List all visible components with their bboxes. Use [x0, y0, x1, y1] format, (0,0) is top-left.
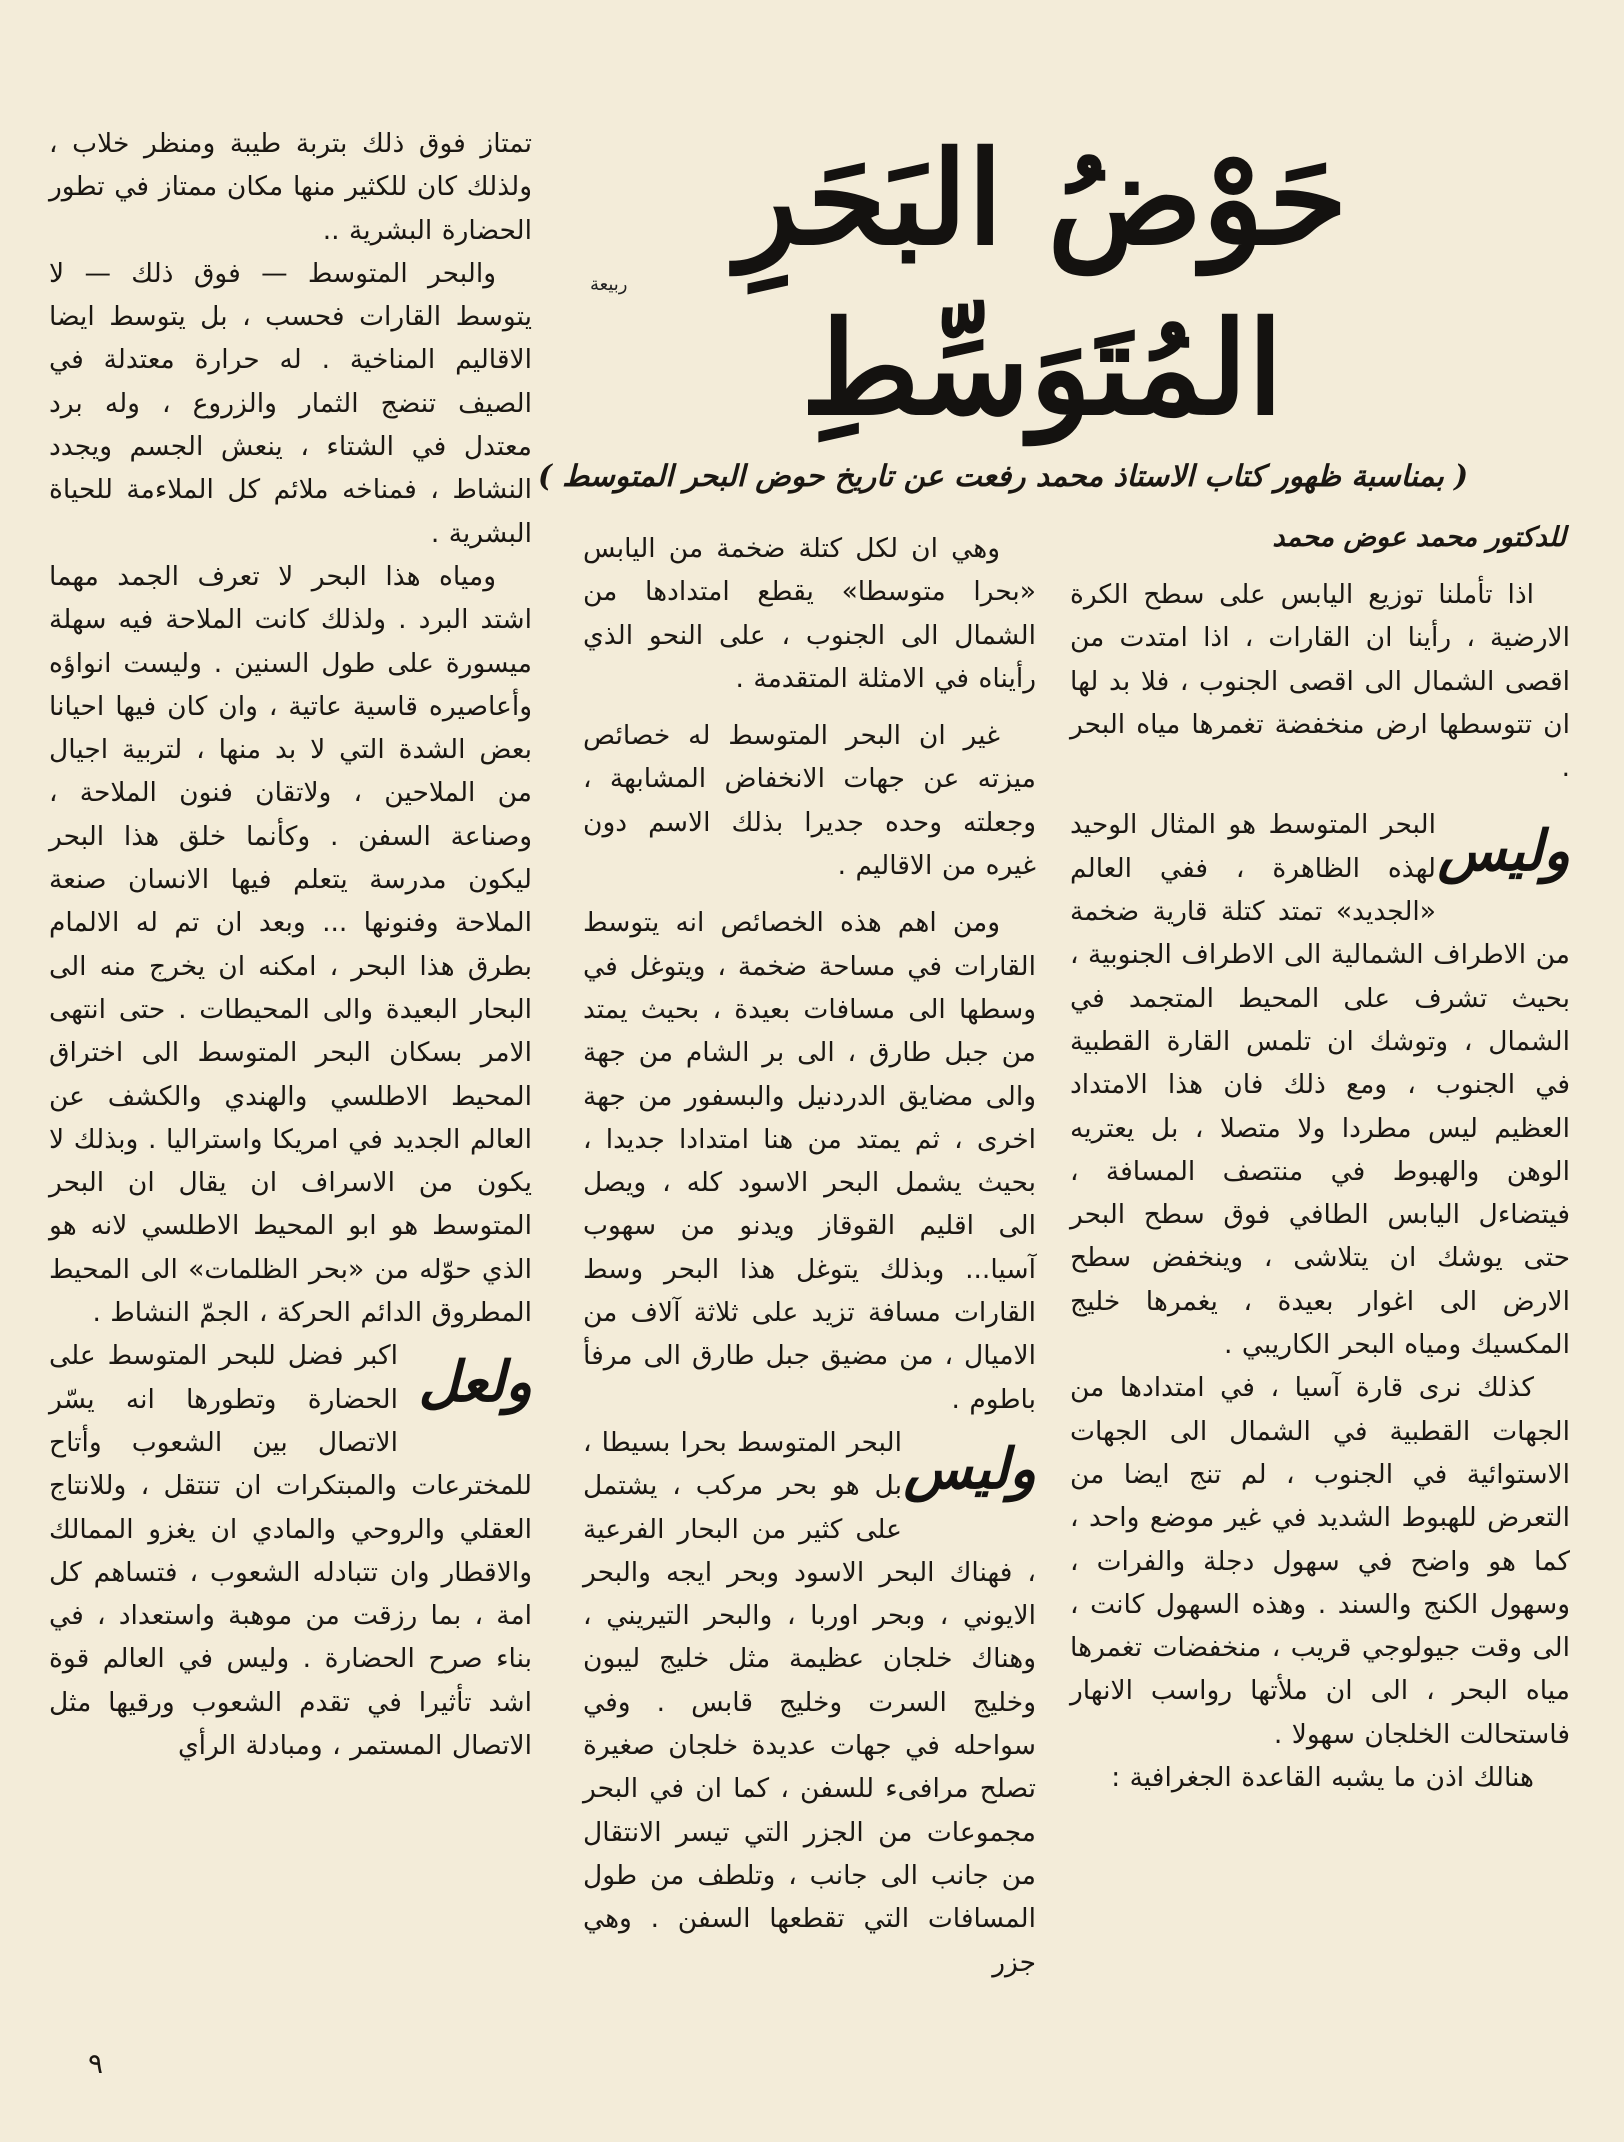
column-left — [49, 122, 532, 1767]
article-subtitle: ( بمناسبة ظهور كتاب الاستاذ محمد رفعت عن تاريخ حوض البحر المتوسط ) — [537, 458, 1469, 493]
paragraph-text: البحر المتوسط هو المثال الوحيد لهذه الظاهرة ، ففي العالم «الجديد» تمتد كتلة قارية ضخمة من الاطراف الشمالية الى الاطراف الجنوبية ، بحيث تشرف على المحيط المتجمد في الشمال ، وتوشك ان تلمس القارة القطبية في الجنوب ، ومع ذلك فان هذا الامتداد العظيم ليس مطردا ولا متصلا ، بل يعتريه الوهن والهبوط في منتصف المسافة ، فيتضاءل اليابس الطافي فوق سطح البحر حتى يوشك ان يتلاشى ، وينخفض سطح الارض الى اغوار بعيدة ، يغمرها خليج المكسيك ومياه البحر الكاريبي . — [1070, 809, 1570, 1361]
paragraph: وهي ان لكل كتلة ضخمة من اليابس «بحرا متوسطا» يقطع امتدادها من الشمال الى الجنوب ، على النحو الذي رأيناه في الامثلة المتقدمة . — [583, 533, 1036, 694]
page-number: ٩ — [88, 2047, 104, 2080]
drop-word: ولعل — [418, 1349, 532, 1416]
column-middle — [583, 527, 1036, 1984]
drop-word: وليس — [903, 1435, 1036, 1502]
paragraph — [583, 1421, 1036, 1984]
calligrapher-signature: ربيعة — [590, 274, 628, 295]
paragraph — [1070, 803, 1570, 1366]
article-title: حَوْضُ البَحَرِ المُتَوَسِّطِ — [736, 124, 1348, 444]
paragraph: تمتاز فوق ذلك بتربة طيبة ومنظر خلاب ، ولذلك كان للكثير منها مكان ممتاز في تطور الحضارة البشرية .. — [49, 128, 532, 246]
paragraph: ومياه هذا البحر لا تعرف الجمد مهما اشتد البرد . ولذلك كانت الملاحة فيه سهلة ميسورة على طول السنين . وليست انواؤه وأعاصيره قاسية عاتية ، وان كان فيها احيانا بعض الشدة التي لا بد منها ، لتربية اجيال من الملاحين ، ولاتقان فنون الملاحة ، وصناعة السفن . وكأنما خلق هذا البحر ليكون مدرسة يتعلم فيها الانسان صنعة الملاحة وفنونها ... وبعد ان تم له الالمام بطرق هذا البحر ، امكنه ان يخرج منه الى البحار البعيدة والى المحيطات . حتى انتهى الامر بسكان البحر المتوسط الى اختراق المحيط الاطلسي والهندي والكشف عن العالم الجديد في امريكا واستراليا . وبذلك لا يكون من الاسراف ان يقال ان البحر المتوسط هو ابو المحيط الاطلسي لانه هو الذي حوّله من «بحر الظلمات» الى المحيط المطروق الدائم الحركة ، الجمّ النشاط . — [49, 560, 532, 1329]
drop-word: وليس — [1437, 818, 1570, 885]
paragraph-text: اكبر فضل للبحر المتوسط على الحضارة وتطورها انه يسّر الاتصال بين الشعوب وأتاح للمخترعات والمبتكرات ان تنتقل ، وللانتاج العقلي والروحي والمادي ان يغزو الممالك والاقطار وان تتبادله الشعوب ، فتساهم كل امة ، بما رزقت من موهبة واستعداد ، في بناء صرح الحضارة . وليس في العالم قوة اشد تأثيرا في تقدم الشعوب ورقيها مثل الاتصال المستمر ، ومبادلة الرأي — [49, 1340, 532, 1761]
paragraph — [49, 1334, 532, 1767]
paragraph-text: البحر المتوسط بحرا بسيطا ، بل هو بحر مركب ، يشتمل على كثير من البحار الفرعية ، فهناك البحر الاسود وبحر ايجه والبحر الايوني ، وبحر اوربا ، والبحر التيريني ، وهناك خلجان عظيمة مثل خليج ليبون وخليج السرت وخليج قابس . وفي سواحله في جهات عديدة خلجان صغيرة تصلح مرافىء للسفن ، كما ان في البحر مجموعات من الجزر التي تيسر الانتقال من جانب الى جانب ، وتلطف من طول المسافات التي تقطعها السفن . وهي جزر — [583, 1426, 1036, 1978]
author-byline: للدكتور محمد عوض محمد — [1272, 522, 1566, 553]
paragraph: غير ان البحر المتوسط له خصائص ميزته عن جهات الانخفاض المشابهة ، وجعلته وحده جديرا بذلك الاسم دون غيره من الاقاليم . — [583, 720, 1036, 882]
paragraph: والبحر المتوسط — فوق ذلك — لا يتوسط القارات فحسب ، بل يتوسط ايضا الاقاليم المناخية . له حرارة معتدلة في الصيف تنضج الثمار والزروع ، وله برد معتدل في الشتاء ، ينعش الجسم ويجدد النشاط ، فمناخه ملائم كل الملاءمة للحياة البشرية . — [49, 257, 532, 549]
paragraph: اذا تأملنا توزيع اليابس على سطح الكرة الارضية ، رأينا ان القارات ، اذا امتدت من اقصى الشمال الى اقصى الجنوب ، فلا بد لها ان تتوسطها ارض منخفضة تغمرها مياه البحر . — [1070, 579, 1570, 784]
paragraph: كذلك نرى قارة آسيا ، في امتدادها من الجهات القطبية في الشمال الى الجهات الاستوائية في الجنوب ، لم تنج ايضا من التعرض للهبوط الشديد في غير موضع واحد ، كما هو واضح في سهول دجلة والفرات ، وسهول الكنج والسند . وهذه السهول كانت ، الى وقت جيولوجي قريب ، منخفضات تغمرها مياه البحر ، الى ان ملأتها رواسب الانهار فاستحالت الخلجان سهولا . — [1070, 1372, 1570, 1750]
paragraph: ومن اهم هذه الخصائص انه يتوسط القارات في مساحة ضخمة ، ويتوغل في وسطها الى مسافات بعيدة ، بحيث يمتد من جبل طارق ، الى بر الشام من جهة والى مضايق الدردنيل والبسفور من جهة اخرى ، ثم يمتد من هنا امتدادا جديدا ، بحيث يشمل البحر الاسود كله ، ويصل الى اقليم القوقاز ويدنو من سهوب آسيا... وبذلك يتوغل هذا البحر وسط القارات مسافة تزيد على ثلاثة آلاف من الاميال ، من مضيق جبل طارق الى مرفأ باطوم . — [583, 907, 1036, 1415]
paragraph: هنالك اذن ما يشبه القاعدة الجغرافية : — [1111, 1762, 1534, 1794]
column-right — [1070, 527, 1570, 1799]
article-header — [572, 96, 1512, 444]
